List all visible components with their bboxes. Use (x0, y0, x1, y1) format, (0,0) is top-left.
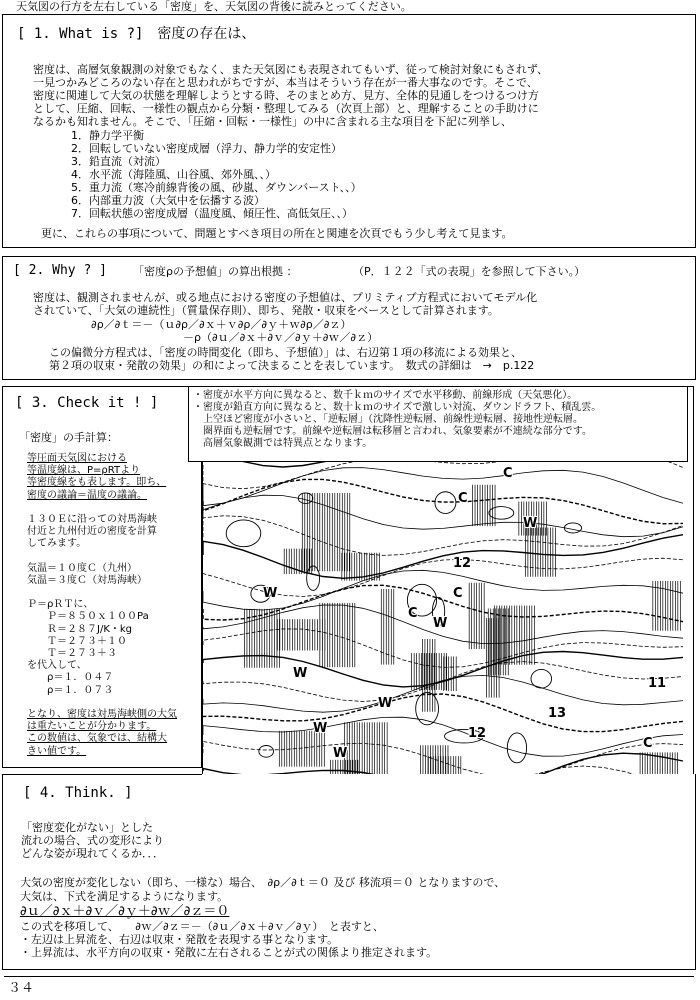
map-hatch-region (653, 581, 681, 631)
calc-line: Ｒ＝２８７J/K・kg (27, 623, 133, 635)
density-note-box (188, 386, 688, 462)
list-item: 1．静力学平衡 (71, 129, 144, 142)
map-closed-contour (226, 520, 261, 547)
map-hatch-region (279, 731, 324, 767)
footer-rule (4, 976, 694, 977)
map-label: C (503, 466, 513, 481)
map-label: W (433, 616, 448, 631)
map-contour-line (203, 694, 683, 732)
section-1-title: [ 1. What is ?] 密度の存在は、 (17, 26, 256, 42)
section-1-paragraph (33, 63, 548, 128)
s4-line: ・左辺は上昇流を、右辺は収束・発散を表現する事となります。 (20, 933, 339, 946)
map-hatch-region (244, 609, 279, 668)
map-hatch-region (473, 485, 496, 526)
map-contour-line (203, 629, 683, 668)
map-contour-line (203, 662, 683, 702)
s2-line: この偏微分方程式は、「密度の時間変化（即ち、予想値）」は、右辺第１項の移流による効果と、 (49, 346, 522, 359)
list-item: 3．鉛直流（対流） (71, 155, 166, 168)
para-line: として、圧縮、回転、一様性の観点から分類・整理してみる（次頁上部）と、理解することの手助けに (33, 102, 539, 115)
section-1-closing: 更に、これらの事項について、問題とすべき項目の所在と関連を次頁でもう少し考えて見ます。 (41, 227, 513, 240)
map-hatch-region (469, 583, 484, 649)
calc-line: きい値です。 (27, 745, 87, 757)
section-2-title: [ 2. Why ? ] (13, 263, 107, 278)
map-hatch-region (494, 606, 534, 665)
map-label: 12 (468, 726, 487, 741)
list-item: 2．回転していない密度成層（浮力、静力学的安定性） (71, 142, 342, 155)
page-number: ３４ (8, 981, 35, 996)
s4-question: 「密度変化がない」とした (21, 821, 153, 834)
list-item: 5．重力流（寒冷前線背後の風、砂嵐、ダウンバースト、、） (71, 181, 362, 194)
note-line: 圏界面も逆転層です。前線や逆転層は転移層と言われ、気象要素が不連続な部分です。 (193, 426, 592, 437)
section-3-title: [ 3. Check it ! ] (15, 395, 159, 411)
map-contour-line (203, 535, 683, 579)
list-item: 6．内部重力波（大気中を伝播する波） (71, 194, 265, 207)
map-label: 13 (548, 706, 567, 721)
para-line: なるかも知れません。そこで、「圧縮・回転・一様性」の中に含まれる主な項目を下記に列挙し、 (33, 115, 512, 128)
map-closed-contour (531, 669, 552, 688)
calc-line: 等温度線は、P=ρRTより (27, 465, 141, 477)
calc-line: を代入して、 (27, 660, 87, 672)
calc-line: この数値は、気象では、結構大 (27, 733, 167, 745)
s4-line: この式を移項して、 ∂ｗ／∂ｚ＝－（∂ｕ／∂ｘ＋∂ｖ／∂ｙ） と表すと、 (20, 920, 384, 933)
map-closed-contour (507, 733, 526, 763)
calc-line: Ｐ＝ρＲＴに、 (27, 599, 94, 611)
map-label: W (313, 721, 328, 736)
s4-continuity-equation: ∂ｕ／∂ｘ＋∂ｖ／∂ｙ＋∂ｗ／∂ｚ＝０ (20, 904, 230, 919)
map-label: C (453, 586, 463, 601)
calc-line: 等密度線をも表します。即ち、 (27, 477, 167, 489)
s4-question: 流れの場合、式の変形により (21, 834, 164, 847)
note-line: ・密度が鉛直方向に異なると、数十ｋｍのサイズで激しい対流、ダウンドラフト、積乱雲。 (193, 402, 602, 413)
list-item: 4．水平流（海陸風、山谷風、郊外風、、） (71, 168, 276, 181)
s4-line: 大気の密度が変化しない（即ち、一様な）場合、 ∂ρ／∂ｔ＝０ 及び 移流項＝０ となりますので、 (20, 876, 506, 889)
calc-line: ρ＝１．０４７ (27, 672, 114, 684)
section-3-calc-title: 「密度」の手計算： (19, 431, 118, 444)
map-hatch-region (320, 603, 355, 667)
calc-line: Ｔ＝２７３＋１０ (27, 635, 127, 647)
map-label: C (643, 736, 653, 751)
note-line: 上空ほど密度が小さいと、「逆転層」（沈降性逆転層、前線性逆転層、接地性逆転層。 (193, 414, 583, 425)
map-label: C (458, 491, 468, 506)
map-hatch-region (444, 656, 457, 691)
map-closed-contour (259, 746, 274, 758)
map-contour-line (203, 495, 683, 537)
s2-equation-1: ∂ρ／∂ｔ＝－（ｕ∂ρ／∂ｘ＋ｖ∂ρ／∂ｙ＋ｗ∂ρ／∂ｚ） (91, 318, 352, 331)
map-hatch-region (525, 528, 555, 577)
calc-line: は重たいことが分かります。 (27, 721, 157, 733)
top-caption: 天気図の行方を左右している「密度」を、天気図の背後に読みとってください。 (16, 0, 412, 13)
section-1-list (71, 129, 362, 220)
calc-line: Ｐ＝８５０ｘ１００Pa (27, 611, 149, 623)
map-label: 11 (648, 676, 667, 691)
section-3-calculation (27, 453, 177, 758)
s2-equation-2: －ρ（∂ｕ／∂ｘ＋∂ｖ／∂ｙ＋∂ｗ／∂ｚ） (183, 331, 379, 344)
map-label: W (293, 666, 308, 681)
note-line: 高層気象観測では特異点となります。 (193, 438, 373, 449)
map-label: W (333, 746, 348, 761)
para-line: 密度は、高層気象観測の対象でもなく、また天気図にも表現されてもいず、従って検討対象にもされず、 (33, 63, 549, 76)
calc-line: 気温＝１０度Ｃ（九州） (27, 562, 137, 574)
section-4-title: [ 4. Think. ] (23, 785, 133, 801)
para-line: 密度に関連して大気の状態を理解しようとする時、そのまとめ方、見方、全体的見通しをつけるつけ方 (33, 89, 539, 102)
map-label: 12 (453, 556, 472, 571)
calc-line: 密度の議論＝温度の議論。 (27, 489, 147, 501)
map-label: W (523, 516, 538, 531)
calc-line: 気温＝３度Ｃ（対馬海峡） (27, 574, 147, 586)
calc-line: 等圧面天気図における (27, 453, 127, 464)
calc-line: となり、密度は対馬海峡側の大気 (27, 708, 177, 720)
s2-line: されていて、「大気の連続性」（質量保存則）、即ち、発散・収束をベースとして計算されます。 (33, 304, 499, 317)
calc-line: １３０Ｅに沿っての対馬海峡 (27, 513, 157, 525)
section-1-box (2, 14, 696, 248)
section-2-subtitle: 「密度ρの予想値」の算出根拠 ： (133, 265, 298, 278)
map-hatch-region (277, 619, 325, 650)
calc-line: ρ＝１．０７３ (27, 684, 114, 696)
calc-line (27, 697, 177, 709)
map-label: C (408, 606, 418, 621)
map-closed-contour (307, 566, 320, 590)
calc-line: してみます。 (27, 538, 87, 550)
section-2-box (2, 256, 696, 380)
section-3-box (2, 386, 202, 768)
calc-line (27, 551, 177, 563)
calc-line: Ｔ＝２７３＋３ (27, 648, 117, 659)
calc-line (27, 502, 177, 514)
map-hatch-region (381, 589, 394, 665)
list-item: 7．回転状態の密度成層（温度風、傾圧性、高低気圧、、） (71, 207, 353, 220)
section-4-header-box (2, 774, 202, 870)
para-line: 一見つかみどころのない存在と思われがちですが、本当はそういう存在が一番大事なのです。そこで、 (33, 76, 538, 89)
map-contour-line (203, 468, 683, 506)
s2-line: 密度は、観測されませんが、或る地点における密度の予想値は、プリミティブ方程式においてモデル化 (33, 291, 538, 304)
map-label: W (378, 696, 393, 711)
calc-line: 付近と九州付近の密度を計算 (27, 526, 157, 538)
map-label: W (263, 586, 278, 601)
note-line: ・密度が水平方向に異なると、数千ｋｍのサイズで水平移動、前線形成（天気悪化）。 (193, 390, 578, 401)
s4-line: ・上昇流は、水平方向の収束・発散に左右されることが式の関係より推定されます。 (20, 946, 438, 959)
calc-line (27, 587, 177, 599)
s2-line: 第２項の収束・発散の効果」の和によって決まることを表しています。 数式の詳細は → p.122 (49, 359, 535, 372)
section-2-reference: （P．１２２「式の表現」を参照して下さい。） (353, 265, 586, 278)
s4-question: どんな姿が現れてくるか．．． (21, 847, 164, 860)
map-hatch-region (412, 653, 447, 690)
s4-line: 大気は、下式を満足するようになります。 (20, 890, 229, 903)
